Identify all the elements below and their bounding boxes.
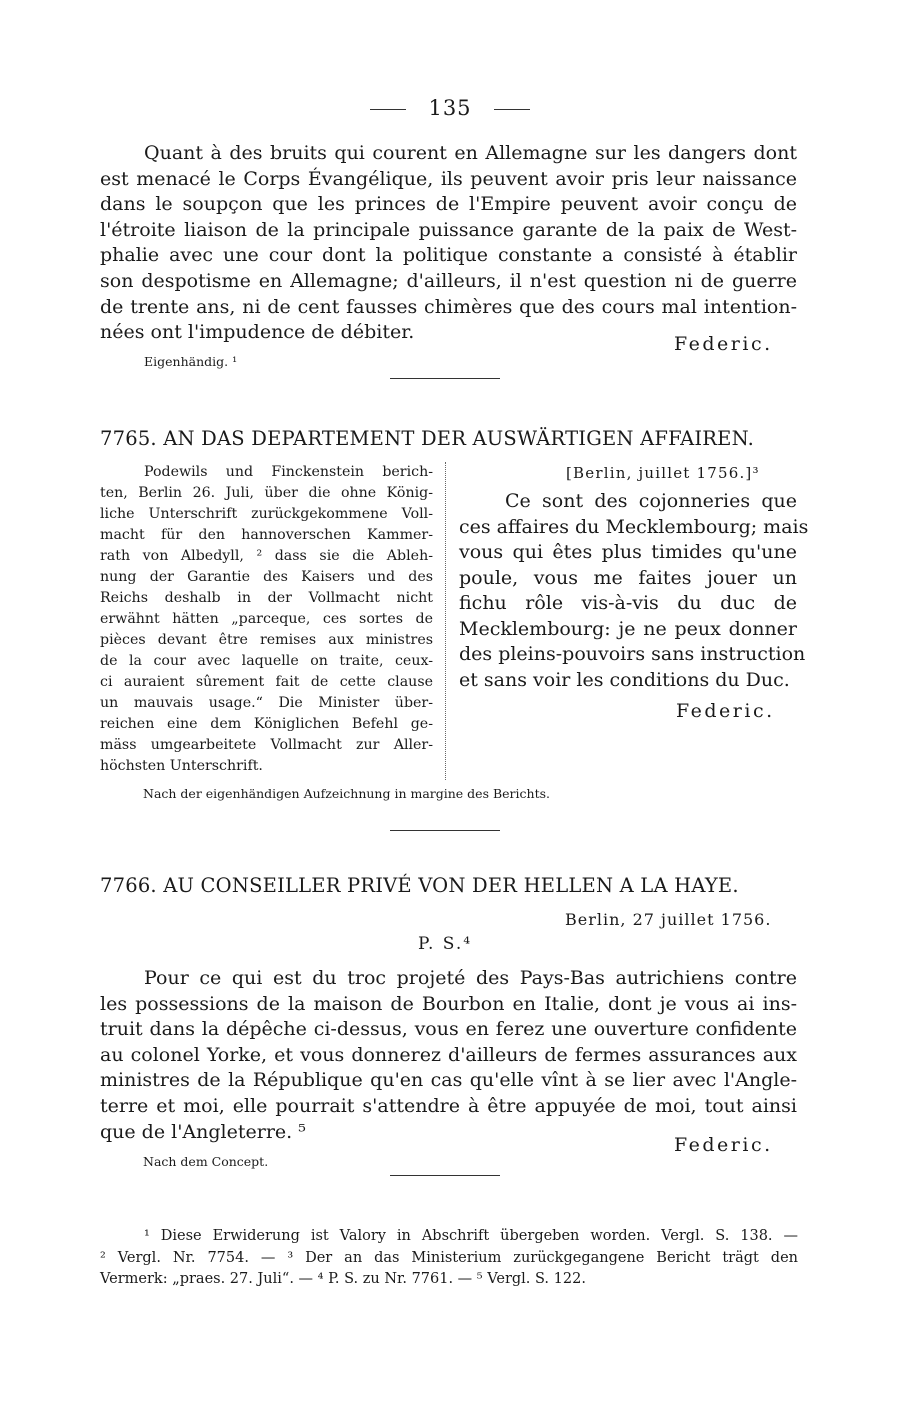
source-note: Nach dem Concept. bbox=[143, 1154, 269, 1169]
summary-line: pièces devant être remises aux ministres bbox=[100, 632, 433, 648]
dateline: [Berlin, juillet 1756.]³ bbox=[566, 464, 760, 482]
postscript-label: P. S.⁴ bbox=[418, 934, 473, 954]
report-summary bbox=[100, 462, 433, 777]
summary-line: ci auraient sûrement fait de cette clause bbox=[100, 674, 433, 690]
paragraph-line: que de l'Angleterre. ⁵ bbox=[100, 1120, 306, 1143]
reply-line: fichu rôle vis-à-vis du duc de bbox=[459, 592, 797, 614]
section-divider bbox=[390, 1175, 500, 1176]
section-divider bbox=[390, 378, 500, 379]
reply-line: des pleins-pouvoirs sans instruction bbox=[459, 643, 806, 665]
summary-line: macht für den hannoverschen Kammer- bbox=[100, 527, 433, 543]
footnote-line: Vermerk: „praes. 27. Juli“. — ⁴ P. S. zu Nr. 7761. — ⁵ Vergl. S. 122. bbox=[100, 1271, 586, 1287]
summary-line: ten, Berlin 26. Juli, über die ohne König- bbox=[100, 485, 433, 501]
paragraph-line: Pour ce qui est du troc projeté des Pays-Bas autrichiens contre bbox=[144, 967, 797, 989]
footnote-line: ¹ Diese Erwiderung ist Valory in Abschrift übergeben worden. Vergl. S. 138. — bbox=[144, 1228, 798, 1244]
paragraph-line: phalie avec une cour dont la politique constante a consisté à établir bbox=[100, 244, 797, 267]
reply-line: et sans voir les conditions du Duc. bbox=[459, 668, 790, 691]
page-header bbox=[0, 96, 900, 120]
dateline: Berlin, 27 juillet 1756. bbox=[565, 910, 772, 929]
paragraph-line: truit dans la dépêche ci-dessus, vous en ferez une ouverture confidente bbox=[100, 1018, 797, 1041]
summary-line: nung der Garantie des Kaisers und des bbox=[100, 569, 433, 585]
paragraph-line: Quant à des bruits qui courent en Allemagne sur les dangers dont bbox=[144, 142, 797, 164]
opening-paragraph bbox=[100, 141, 797, 346]
paragraph-line: est menacé le Corps Évangélique, ils peuvent avoir pris leur naissance bbox=[100, 167, 797, 190]
paragraph-line: les possessions de la maison de Bourbon en Italie, dont je vous ai ins- bbox=[100, 992, 797, 1015]
letter-body bbox=[100, 966, 797, 1145]
summary-line: Reichs deshalb in der Vollmacht nicht bbox=[100, 590, 433, 606]
signature: Federic. bbox=[676, 700, 775, 722]
summary-line: Podewils und Finckenstein berich- bbox=[144, 464, 433, 480]
paragraph-line: terre et moi, elle pourrait s'attendre à être appuyée de moi, tout ainsi bbox=[100, 1094, 797, 1117]
paragraph-line: au colonel Yorke, et vous donnerez d'ailleurs de fermes assurances aux bbox=[100, 1043, 797, 1066]
paragraph-line: son despotisme en Allemagne; d'ailleurs, il n'est question ni de guerre bbox=[100, 269, 797, 292]
column-separator bbox=[445, 462, 446, 780]
summary-line: rath von Albedyll, ² dass sie die Ableh- bbox=[100, 548, 433, 564]
summary-line: de la cour avec laquelle on traite, ceux- bbox=[100, 653, 433, 669]
summary-line: reichen eine dem Königlichen Befehl ge- bbox=[100, 716, 433, 732]
reply-line: Ce sont des cojonneries que bbox=[505, 490, 797, 512]
summary-line: liche Unterschrift zurückgekommene Voll- bbox=[100, 506, 433, 522]
king-reply bbox=[459, 489, 809, 693]
summary-line: un mauvais usage.“ Die Minister über- bbox=[100, 695, 433, 711]
source-note: Eigenhändig. ¹ bbox=[144, 354, 238, 369]
reply-line: ces affaires du Mecklembourg; mais bbox=[459, 515, 809, 538]
paragraph-line: ministres de la République qu'en cas qu'elle vînt à se lier avec l'Angle- bbox=[100, 1069, 797, 1092]
source-note: Nach der eigenhändigen Aufzeichnung in margine des Berichts. bbox=[143, 786, 550, 801]
page-number: 135 bbox=[428, 96, 472, 120]
reply-line: vous qui êtes plus timides qu'une bbox=[459, 541, 797, 563]
signature: Federic. bbox=[674, 333, 773, 355]
header-dash-right bbox=[494, 109, 530, 110]
footnote-line: ² Vergl. Nr. 7754. — ³ Der an das Ministerium zurückgegangene Bericht trägt den bbox=[100, 1249, 798, 1266]
header-dash-left bbox=[370, 109, 406, 110]
reply-line: poule, vous me faites jouer un bbox=[459, 566, 797, 589]
reply-line: Mecklembourg: je ne peux donner bbox=[459, 617, 797, 640]
letter-heading: 7765. AN DAS DEPARTEMENT DER AUSWÄRTIGEN AFFAIREN. bbox=[100, 427, 755, 450]
summary-line: mäss umgearbeitete Vollmacht zur Aller- bbox=[100, 737, 433, 753]
summary-line: erwähnt hätten „parceque, ces sortes de bbox=[100, 611, 433, 627]
signature: Federic. bbox=[674, 1134, 773, 1156]
summary-line: höchsten Unterschrift. bbox=[100, 758, 263, 774]
paragraph-line: dans le soupçon que les princes de l'Empire peuvent avoir conçu de bbox=[100, 193, 797, 216]
footnotes bbox=[100, 1226, 798, 1291]
paragraph-line: l'étroite liaison de la principale puissance garante de la paix de West- bbox=[100, 218, 797, 241]
letter-heading: 7766. AU CONSEILLER PRIVÉ VON DER HELLEN A LA HAYE. bbox=[100, 874, 739, 897]
paragraph-line: de trente ans, ni de cent fausses chimères que des cours mal intention- bbox=[100, 295, 797, 318]
paragraph-line: nées ont l'impudence de débiter. bbox=[100, 321, 415, 344]
section-divider bbox=[390, 830, 500, 831]
